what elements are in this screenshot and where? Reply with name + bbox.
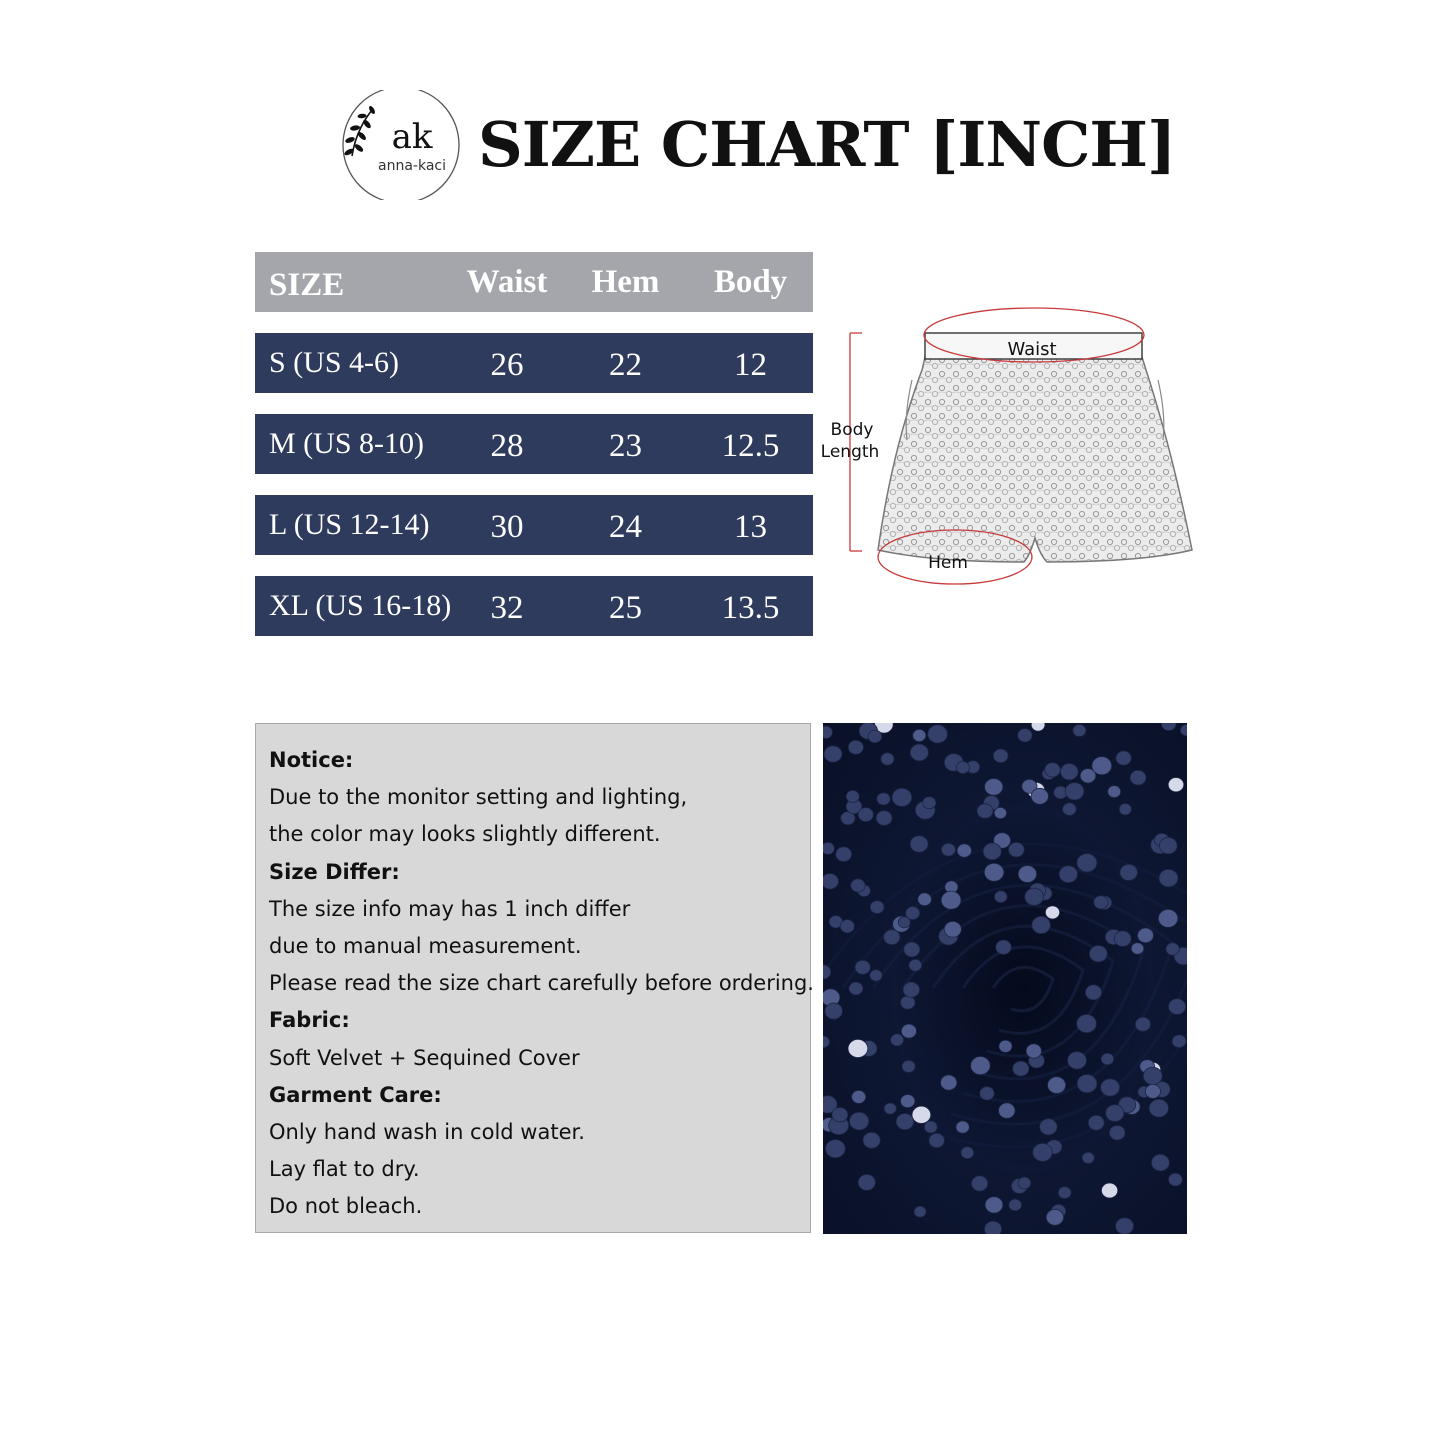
sequin (1088, 1115, 1104, 1130)
sequin (912, 1106, 931, 1123)
sequin (918, 893, 932, 906)
sequin (1143, 1067, 1162, 1084)
notice-text: the color may looks slightly different. (269, 822, 661, 847)
sequin (891, 1034, 904, 1046)
sequin (1159, 869, 1178, 887)
hem-value: 22 (609, 346, 642, 383)
sequin (1045, 906, 1059, 919)
sequin (1045, 763, 1061, 777)
sequin (977, 804, 993, 819)
sequin (984, 863, 1004, 881)
sequin (1130, 770, 1146, 785)
sequin (1077, 1075, 1097, 1093)
header-waist: Waist (466, 263, 548, 300)
sequin (1149, 1099, 1168, 1117)
sequin (941, 891, 961, 909)
sequin (1040, 1119, 1058, 1135)
sequin (1158, 909, 1178, 927)
body-length-label-line2: Length (820, 442, 880, 462)
sequin (1120, 864, 1138, 880)
table-row (255, 333, 813, 393)
size-differ-heading: Size Differ: (269, 859, 400, 884)
sequin (993, 749, 1008, 763)
sequin (1166, 943, 1179, 955)
sequin (1013, 1061, 1029, 1076)
sequin (848, 1039, 868, 1057)
body-value: 13 (734, 508, 767, 545)
sequin (971, 1176, 987, 1191)
sequin (858, 808, 873, 822)
laurel-icon (343, 105, 376, 157)
waist-value: 26 (490, 346, 524, 383)
sequin (910, 836, 928, 853)
sequin (868, 730, 882, 743)
sequin (1048, 1077, 1066, 1094)
sequin (956, 1121, 969, 1133)
size-differ-text: due to manual measurement. (269, 934, 582, 959)
notice-text: Due to the monitor setting and lighting, (269, 785, 688, 810)
body-length-label-line1: Body (830, 420, 874, 440)
fabric-heading: Fabric: (269, 1008, 350, 1033)
sequin (906, 907, 920, 920)
sequin (903, 982, 920, 997)
sequin (823, 726, 833, 738)
sequin (877, 793, 890, 805)
sequin (999, 1103, 1016, 1118)
sequin (941, 843, 955, 856)
sequin (901, 1095, 915, 1108)
sequin (1089, 946, 1107, 962)
sequin (983, 843, 1001, 860)
size-label: XL (US 16-18) (269, 589, 452, 622)
sequin (870, 901, 884, 914)
sequin (1114, 931, 1131, 947)
size-differ-text: The size info may has 1 inch differ (269, 896, 631, 921)
table-header-row (255, 252, 813, 312)
page-title: SIZE CHART [INCH] (478, 108, 1176, 181)
sequin (1068, 1052, 1087, 1069)
sequin (1138, 928, 1154, 943)
hem-value: 23 (609, 427, 642, 464)
sequin (1073, 725, 1086, 737)
sequin (913, 729, 926, 741)
body-value: 12 (734, 346, 767, 383)
sequin (1025, 888, 1044, 905)
sequin (1009, 842, 1025, 857)
sequin (1085, 985, 1101, 1000)
sequin (902, 1060, 915, 1072)
sequin (924, 1121, 937, 1133)
sequin (909, 959, 922, 971)
waist-value: 32 (490, 589, 524, 626)
sequin (1145, 1084, 1160, 1098)
sequin (999, 1040, 1012, 1052)
sequin (1031, 788, 1048, 804)
sequin (876, 811, 892, 826)
table-row (255, 576, 813, 636)
sequin (1060, 764, 1078, 780)
logo-monogram: ak (391, 117, 433, 157)
sequin (994, 891, 1007, 903)
sequin (881, 753, 894, 765)
sequin (1168, 778, 1184, 792)
logo-brand-name: anna-kaci (378, 158, 446, 174)
sequin (825, 1003, 843, 1019)
sequin (1131, 943, 1144, 955)
brand-logo (340, 90, 464, 200)
sequin (900, 996, 915, 1009)
sequin (1026, 1044, 1041, 1058)
sequin (1101, 1053, 1114, 1065)
sequin (961, 1147, 974, 1159)
sequin (1065, 783, 1084, 800)
table-row (255, 414, 813, 474)
sequin (910, 744, 928, 761)
sequin (1108, 786, 1121, 798)
sequin (1119, 804, 1131, 815)
body-value: 12.5 (721, 427, 780, 464)
fabric-closeup-image (823, 723, 1187, 1234)
sequin (1172, 1035, 1186, 1048)
sequin (1077, 1015, 1097, 1033)
sequin (1116, 751, 1131, 765)
sequin (980, 1087, 995, 1100)
shorts-illustration (878, 333, 1192, 562)
sequin (849, 1112, 868, 1130)
notice-heading: Notice: (269, 748, 354, 772)
sequin (914, 1206, 926, 1217)
sequin (984, 1221, 1001, 1234)
header-hem: Hem (591, 263, 660, 300)
sequin (896, 1114, 914, 1130)
hem-value: 24 (609, 508, 642, 545)
sequin (849, 982, 863, 995)
waist-value: 28 (490, 427, 524, 464)
hem-label: Hem (928, 553, 968, 573)
fabric-text: Soft Velvet + Sequined Cover (269, 1045, 580, 1070)
garment-care-text: Do not bleach. (269, 1194, 423, 1219)
sequin (1018, 1177, 1031, 1189)
body-value: 13.5 (721, 589, 780, 626)
notice-panel (255, 723, 814, 1233)
sequin (851, 879, 865, 892)
shorts-measurement-diagram (812, 300, 1202, 600)
sequin (1169, 999, 1186, 1015)
sequin (840, 920, 854, 933)
sequin (1094, 896, 1108, 909)
sequin (884, 930, 900, 945)
sequin (1159, 838, 1177, 854)
sequin (1018, 866, 1036, 883)
sequin (929, 1133, 945, 1147)
sequin (985, 1197, 1003, 1213)
sequin (1063, 803, 1077, 816)
sequin (1009, 1199, 1022, 1211)
sequin (971, 1057, 991, 1075)
sequin (852, 1090, 866, 1103)
size-label: S (US 4-6) (269, 346, 400, 379)
sequin (1101, 1183, 1117, 1198)
sequin (848, 740, 863, 754)
sequin (1151, 1154, 1169, 1171)
sequin (1046, 1209, 1063, 1225)
sequin (957, 844, 971, 857)
sequin (825, 1140, 845, 1158)
sequin (923, 797, 936, 809)
sequin (1106, 1105, 1124, 1122)
sequin (1059, 866, 1077, 883)
sequin (1058, 1187, 1071, 1199)
sequin (1077, 854, 1097, 872)
size-label: M (US 8-10) (269, 427, 424, 460)
header-size: SIZE (269, 266, 345, 303)
hem-value: 25 (609, 589, 642, 626)
sequin (870, 970, 882, 981)
header-body: Body (713, 263, 788, 300)
sequin (823, 874, 839, 890)
sequin (832, 1108, 848, 1123)
garment-care-heading: Garment Care: (269, 1082, 442, 1107)
sequin (846, 790, 859, 802)
sequin (904, 942, 920, 957)
sequin (1101, 1079, 1120, 1096)
sequin (901, 1024, 916, 1038)
sequin (956, 762, 969, 774)
sequin (1092, 757, 1112, 775)
sequin (823, 842, 834, 854)
sequin (1109, 1126, 1125, 1141)
waist-label: Waist (1007, 339, 1057, 360)
sequin (1018, 729, 1033, 742)
sequin (858, 1174, 875, 1190)
sequin (996, 940, 1012, 954)
sequin (941, 1075, 957, 1090)
sequin (928, 725, 948, 743)
sequin (824, 746, 842, 762)
sequin (944, 921, 961, 937)
garment-care-text: Lay flat to dry. (269, 1157, 420, 1182)
sequin (1116, 1218, 1134, 1234)
sequin (884, 1103, 896, 1114)
sequin (1135, 1017, 1150, 1031)
sequin (1082, 1152, 1094, 1163)
size-label: L (US 12-14) (269, 508, 430, 541)
sequin (985, 779, 1003, 796)
size-differ-text: Please read the size chart carefully before ordering. (269, 971, 814, 996)
sequin (1033, 1143, 1053, 1161)
garment-care-text: Only hand wash in cold water. (269, 1120, 585, 1145)
sequin (892, 788, 912, 806)
sequin (836, 847, 852, 862)
sequin (863, 1132, 880, 1148)
sequin (1169, 1173, 1183, 1186)
sequin (855, 960, 870, 974)
table-row (255, 495, 813, 555)
sequin (1032, 916, 1051, 933)
waist-value: 30 (490, 508, 524, 545)
